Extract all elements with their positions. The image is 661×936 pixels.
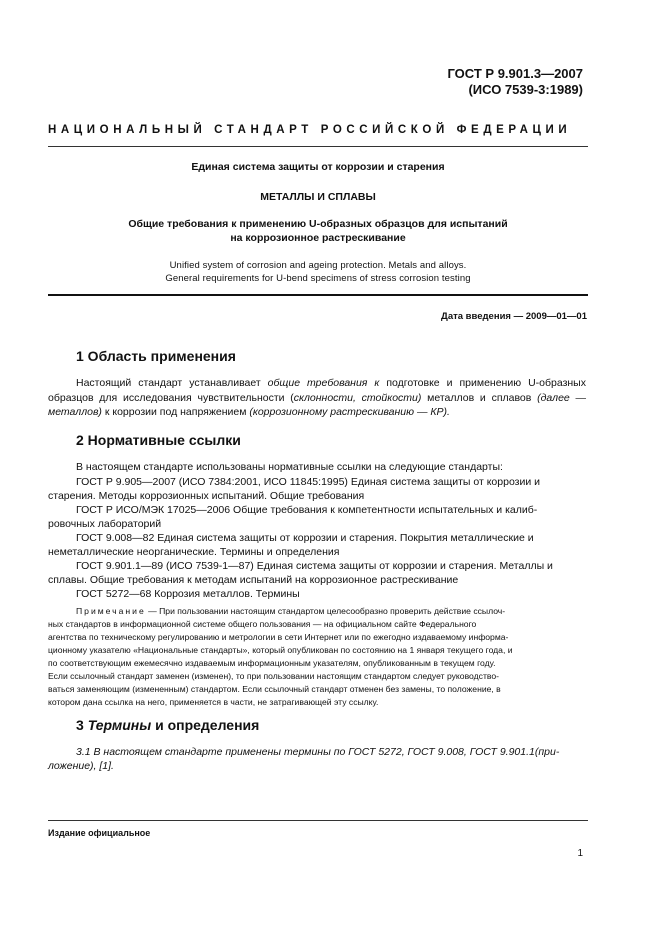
ref-4-line-2: сплавы. Общие требования к методам испытаний на коррозионное растрескивание <box>48 574 459 586</box>
section-2-intro: В настоящем стандарте использованы нормативные ссылки на следующие стандарты: <box>76 461 503 473</box>
main-title-line-1: Общие требования к применению U-образных образцов для испытаний <box>128 218 508 230</box>
s1-text-e: металлов и сплавов <box>421 391 538 404</box>
note-text-1: — При пользовании настоящим стандартом целесообразно проверить действие ссылоч- <box>145 606 506 616</box>
ref-2-line-1: ГОСТ Р ИСО/МЭК 17025—2006 Общие требования к компетентности испытательных и калиб- <box>76 504 538 516</box>
ref-3-line-2: неметаллические неорганические. Термины и определения <box>48 546 340 558</box>
section-1-paragraph <box>48 376 586 420</box>
s1-text-h: (коррозионному растрескиванию — КР). <box>249 406 450 419</box>
s1-text-f: (далее — металлов) <box>48 391 587 419</box>
note-line-5: по соответствующим ежемесячно издаваемым информационным указателям, опубликованным в текущем году. <box>48 658 496 668</box>
system-title: Единая система защиты от коррозии и старения <box>191 161 445 173</box>
iso-code: (ИСО 7539-3:1989) <box>468 82 583 97</box>
s1-text-a: Настоящий стандарт устанавливает <box>76 377 268 389</box>
section-1-heading: 1 Область применения <box>76 348 236 364</box>
english-title-line-2: General requirements for U-bend specimens of stress corrosion testing <box>165 273 471 284</box>
group-title: МЕТАЛЛЫ И СПЛАВЫ <box>260 191 376 203</box>
ref-3-line-1: ГОСТ 9.008—82 Единая система защиты от коррозии и старения. Покрытия металлические и <box>76 532 534 544</box>
clause-3-1-line-2: ложение), [1]. <box>48 760 114 772</box>
main-title-line-2: на коррозионное растрескивание <box>230 232 406 244</box>
national-standard-line: НАЦИОНАЛЬНЫЙ СТАНДАРТ РОССИЙСКОЙ ФЕДЕРАЦИИ <box>48 124 572 136</box>
ref-1-line-1: ГОСТ Р 9.905—2007 (ИСО 7384:2001, ИСО 11845:1995) Единая система защиты от коррозии и <box>76 476 540 488</box>
s3-heading-rest: и определения <box>151 717 260 733</box>
note-line-8: котором дана ссылка на него, применяется в части, не затрагивающей эту ссылку. <box>48 697 379 707</box>
s1-text-d: склонности, стойкости) <box>293 391 422 404</box>
intro-date: Дата введения — 2009—01—01 <box>441 311 587 322</box>
note-line-3: агентства по техническому регулированию и метрологии в сети Интернет или по ежегодно издаваемому информа- <box>48 632 509 642</box>
header-divider <box>48 146 588 147</box>
ref-5-line-1: ГОСТ 5272—68 Коррозия металлов. Термины <box>76 588 300 600</box>
standard-code-block <box>447 66 583 98</box>
s3-heading-num: 3 <box>76 717 88 733</box>
english-title-line-1: Unified system of corrosion and ageing protection. Metals and alloys. <box>169 260 467 271</box>
note-line-4: ционному указателю «Национальные стандарты», который опубликован по состоянию на 1 января текущего года, и <box>48 645 513 655</box>
note-line-7: ваться заменяющим (измененным) стандартом. Если ссылочный стандарт отменен без замены, то положение, в <box>48 684 501 694</box>
edition-label: Издание официальное <box>48 828 151 838</box>
page-number: 1 <box>577 848 583 859</box>
s1-text-b: общие требования к <box>267 377 380 389</box>
note-line-2: ных стандартов в информационной системе общего пользования — на официальном сайте Федерального <box>48 619 477 629</box>
section-2-heading: 2 Нормативные ссылки <box>76 432 241 448</box>
note-label: Примечание <box>76 606 146 616</box>
s1-text-g: к коррозии под напряжением <box>101 406 250 419</box>
clause-3-1-line-1: 3.1 В настоящем стандарте применены термины по ГОСТ 5272, ГОСТ 9.008, ГОСТ 9.901.1(при- <box>76 746 560 758</box>
title-divider <box>48 294 588 296</box>
ref-2-line-2: ровочных лабораторий <box>48 518 162 530</box>
s1-text-c: подготовке и применению U-образных образцов для исследования чувствительности ( <box>48 377 586 404</box>
note-line-6: Если ссылочный стандарт заменен (изменен), то при пользовании настоящим стандартом следует руководство- <box>48 671 499 681</box>
section-3-heading <box>76 717 259 733</box>
ref-4-line-1: ГОСТ 9.901.1—89 (ИСО 7539-1—87) Единая система защиты от коррозии и старения. Металлы и <box>76 560 553 572</box>
ref-1-line-2: старения. Методы коррозионных испытаний. Общие требования <box>48 490 365 502</box>
note-line-1 <box>48 605 614 618</box>
s3-heading-italic: Термины <box>87 717 152 733</box>
footer-divider <box>48 820 588 821</box>
standard-code: ГОСТ Р 9.901.3—2007 <box>447 66 583 81</box>
